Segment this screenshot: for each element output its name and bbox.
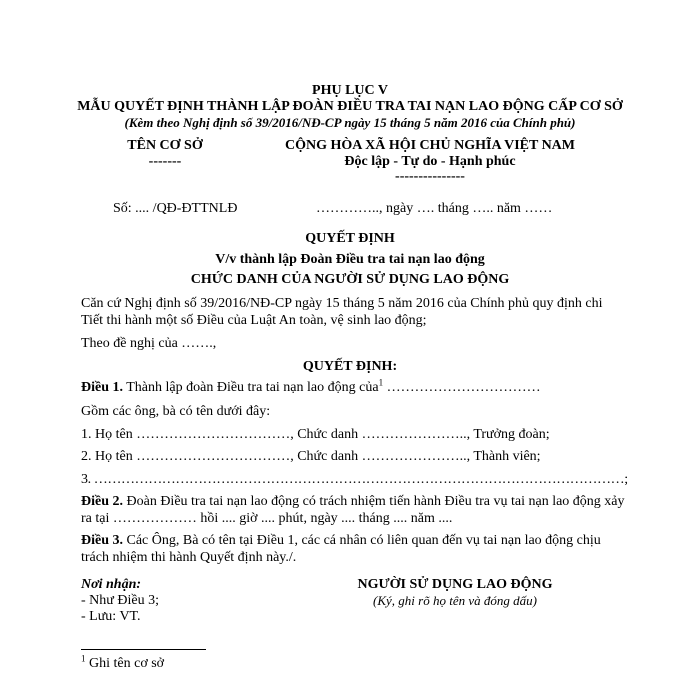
country-name: CỘNG HÒA XÃ HỘI CHỦ NGHĨA VIỆT NAM	[284, 138, 575, 153]
national-motto: Độc lập - Tự do - Hạnh phúc	[344, 154, 516, 169]
footnote-text: Ghi tên cơ sở	[85, 656, 165, 671]
footnote-divider	[81, 649, 206, 650]
article-1	[81, 377, 541, 396]
member-line-2: 2. Họ tên ……………………………, Chức danh ………………….., Thành viên;	[81, 449, 541, 464]
decision-regarding: V/v thành lập Đoàn Điều tra tai nạn lao động	[215, 252, 485, 267]
place-date: ………….., ngày …. tháng ….. năm ……	[316, 201, 553, 216]
legal-basis-line-1: Căn cứ Nghị định số 39/2016/NĐ-CP ngày 15 tháng 5 năm 2016 của Chính phủ quy định chi	[81, 296, 603, 311]
member-line-3: 3. ………………………………………………………………………………………………………;	[81, 472, 628, 487]
signer-title: NGƯỜI SỬ DỤNG LAO ĐỘNG	[357, 577, 553, 592]
footnote-mark: 1	[81, 653, 86, 664]
article-1-label: Điều 1.	[81, 380, 123, 395]
article-2-line-2: ra tại ……………… hồi .... giờ .... phút, ngày .... tháng .... năm ....	[81, 511, 453, 526]
article-3-text: Các Ông, Bà có tên tại Điều 1, các cá nhân có liên quan đến vụ tai nạn lao động chịu	[123, 533, 601, 548]
org-dashes: -------	[148, 154, 182, 169]
document-title: MẪU QUYẾT ĐỊNH THÀNH LẬP ĐOÀN ĐIỀU TRA TAI NẠN LAO ĐỘNG CẤP CƠ SỞ	[77, 99, 623, 114]
organization-name: TÊN CƠ SỞ	[127, 138, 203, 153]
member-line-1: 1. Họ tên ……………………………, Chức danh ………………….., Trưởng đoàn;	[81, 427, 550, 442]
recipient-1: - Như Điều 3;	[81, 593, 159, 608]
article-2-label: Điều 2.	[81, 494, 123, 509]
article-1-dots: ……………………………	[383, 380, 541, 395]
signer-note: (Ký, ghi rõ họ tên và đóng dấu)	[373, 593, 537, 608]
decides-heading: QUYẾT ĐỊNH:	[302, 359, 398, 374]
footnote-ref: 1	[378, 377, 384, 388]
decision-heading: QUYẾT ĐỊNH	[305, 231, 395, 246]
members-intro: Gồm các ông, bà có tên dưới đây:	[81, 404, 271, 419]
article-1-text: Thành lập đoàn Điều tra tai nạn lao động của	[123, 380, 379, 395]
article-2-text: Đoàn Điều tra tai nạn lao động có trách nhiệm tiến hành Điều tra vụ tai nạn lao động xảy	[123, 494, 625, 509]
footnote	[81, 653, 165, 672]
legal-basis-line-2: Tiết thi hành một số Điều của Luật An toàn, vệ sinh lao động;	[81, 313, 427, 328]
recipient-2: - Lưu: VT.	[81, 609, 141, 624]
document-subtitle: (Kèm theo Nghị định số 39/2016/NĐ-CP ngày 15 tháng 5 năm 2016 của Chính phủ)	[124, 115, 576, 130]
article-3-line-2: trách nhiệm thi hành Quyết định này./.	[81, 550, 297, 565]
article-3-line-1	[81, 533, 601, 549]
recipients-label: Nơi nhận:	[81, 577, 142, 592]
appendix-label: PHỤ LỤC V	[312, 83, 388, 98]
decision-number: Số: .... /QĐ-ĐTTNLĐ	[113, 201, 238, 216]
article-3-label: Điều 3.	[81, 533, 123, 548]
article-2-line-1	[81, 494, 625, 510]
proposal-line: Theo đề nghị của …….,	[81, 336, 217, 351]
issuing-authority: CHỨC DANH CỦA NGƯỜI SỬ DỤNG LAO ĐỘNG	[190, 272, 510, 287]
motto-dashes: ---------------	[395, 169, 465, 184]
